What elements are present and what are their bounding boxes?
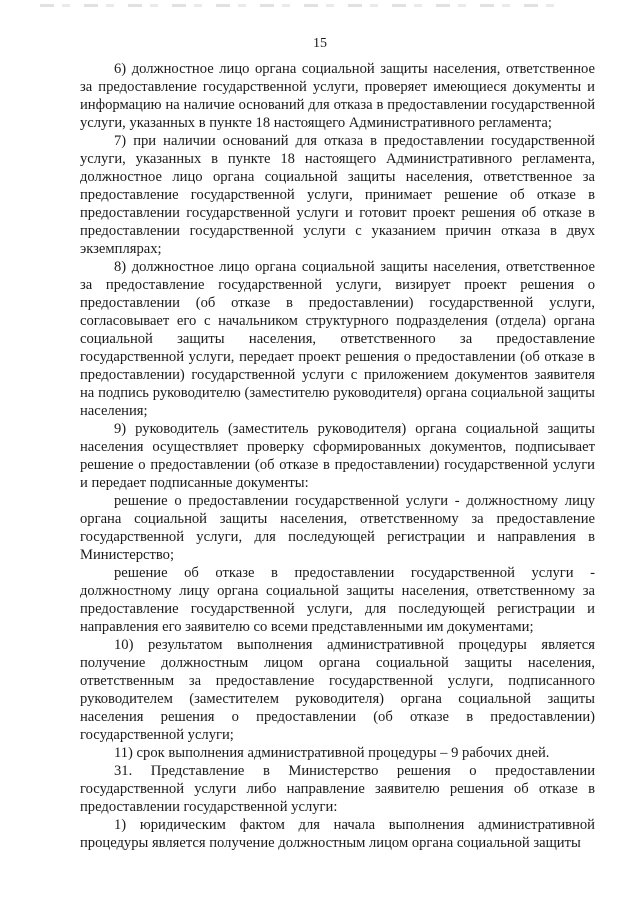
document-body (80, 60, 595, 852)
paragraph-decision-refusal: решение об отказе в предоставлении государственной услуги - должностному лицу органа социальной защиты населения, ответственному за предоставление государственной услуги, для последующей регистрации и направления его заявителю со всеми представленными им документами; (80, 565, 595, 635)
paragraph-item-10: 10) результатом выполнения административной процедуры является получение должностным лицом органа социальной защиты населения, ответственным за предоставление государственной услуги, подписанного руководителем (заместителем руководителя) органа социальной защиты населения решения о предоставлении (об отказе в предоставлении) государственной услуги; (80, 637, 595, 743)
paragraph-item-11: 11) срок выполнения административной процедуры – 9 рабочих дней. (114, 745, 550, 761)
paragraph-section-31: 31. Представление в Министерство решения о предоставлении государственной услуги либо направление заявителю решения об отказе в предоставлении государственной услуги: (80, 763, 595, 815)
paragraph-decision-grant: решение о предоставлении государственной услуги - должностному лицу органа социальной защиты населения, ответственному за предоставление государственной услуги, для последующей регистрации и направления в Министерство; (80, 493, 595, 563)
page-number: 15 (313, 36, 327, 51)
paragraph-item-9: 9) руководитель (заместитель руководителя) органа социальной защиты населения осуществляет проверку сформированных документов, подписывает решение о предоставлении (об отказе в предоставлении) государственной услуги и передает подписанные документы: (80, 421, 595, 491)
paragraph-item-6: 6) должностное лицо органа социальной защиты населения, ответственное за предоставление государственной услуги, проверяет имеющиеся документы и информацию на наличие оснований для отказа в предоставлении государственной услуги, указанных в пункте 18 настоящего Административного регламента; (80, 61, 595, 131)
paragraph-section-31-item-1: 1) юридическим фактом для начала выполнения административной процедуры является получение должностным лицом органа социальной защиты (80, 817, 595, 851)
paragraph-item-7: 7) при наличии оснований для отказа в предоставлении государственной услуги, указанных в пункте 18 настоящего Административного регламента, должностное лицо органа социальной защиты населения, ответственное за предоставление государственной услуги, принимает решение об отказе в предоставлении государственной услуги и готовит проект решения об отказе в предоставлении государственной услуги с указанием причин отказа в двух экземплярах; (80, 133, 595, 257)
scan-artifact (40, 4, 560, 7)
paragraph-item-8: 8) должностное лицо органа социальной защиты населения, ответственное за предоставление государственной услуги, визирует проект решения о предоставлении (об отказе в предоставлении) государственной услуги, согласовывает его с начальником структурного подразделения (отдела) органа социальной защиты населения, ответственного за предоставление государственной услуги, передает проект решения о предоставлении (об отказе в предоставлении) государственной услуги с приложением документов заявителя на подпись руководителю (заместителю руководителя) органа социальной защиты населения; (80, 259, 595, 419)
